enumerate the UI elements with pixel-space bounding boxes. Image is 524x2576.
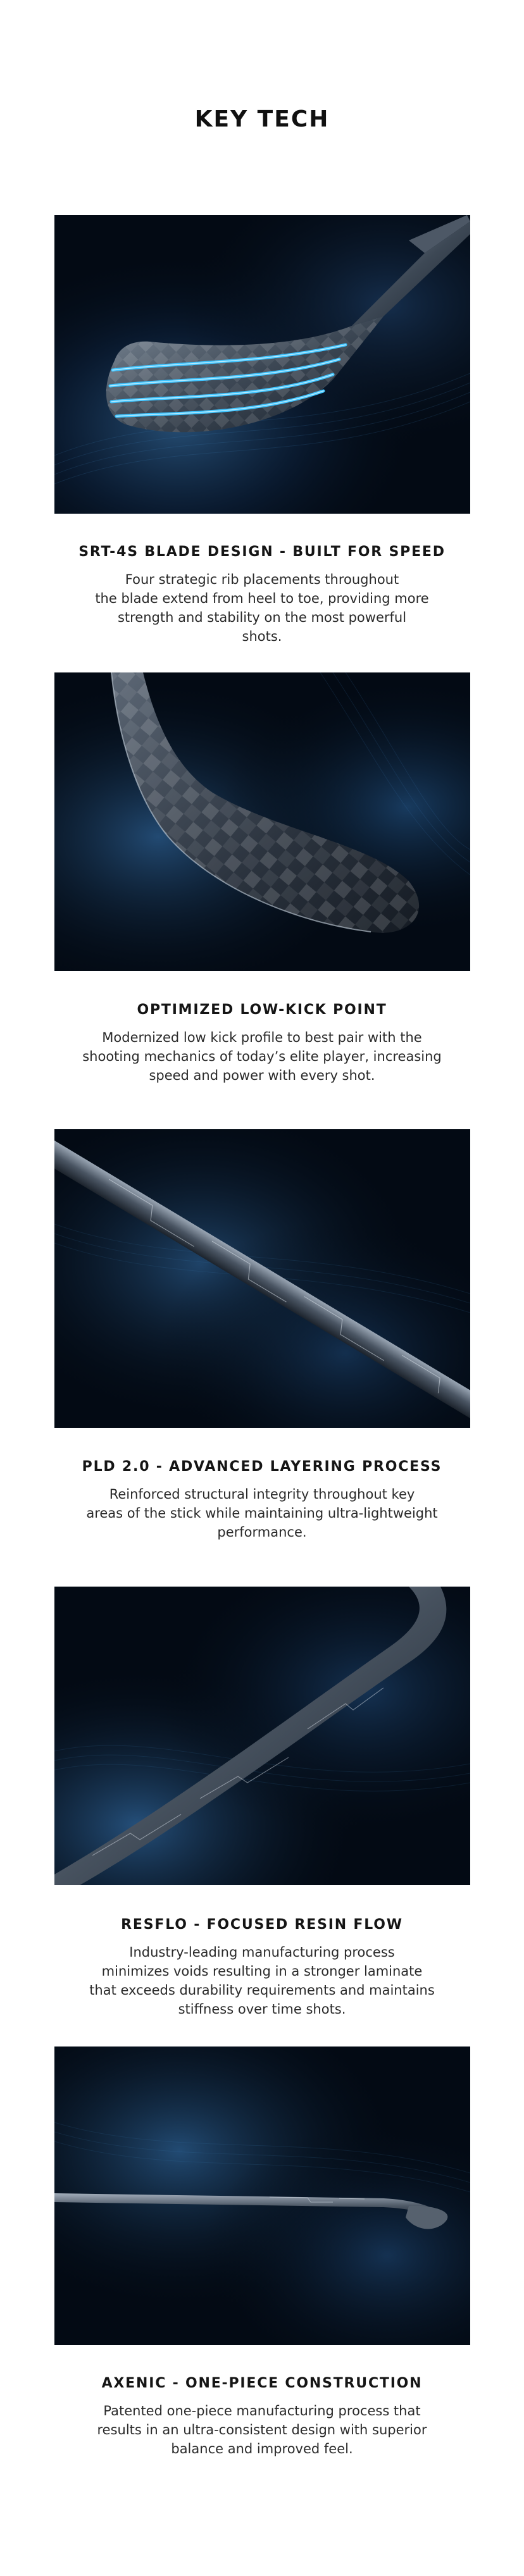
blade-curve-image	[54, 672, 470, 971]
feature-description	[72, 2401, 452, 2458]
feature-description-line: stiffness over time shots.	[178, 2002, 346, 2017]
feature-heading: SRT-4S BLADE DESIGN - BUILT FOR SPEED	[78, 544, 446, 560]
feature-description-line: Industry-leading manufacturing process	[129, 1945, 395, 1960]
feature-description-line: shooting mechanics of today’s elite player, increasing	[82, 1049, 442, 1064]
shaft-diagonal-image	[54, 1129, 470, 1428]
feature-description-line: speed and power with every shot.	[149, 1068, 375, 1083]
page-title: KEY TECH	[194, 106, 330, 132]
full-stick-image	[54, 2047, 470, 2345]
feature-description-line: strength and stability on the most powerful	[117, 610, 407, 625]
feature-description	[72, 570, 452, 646]
shaft-hosel-image	[54, 1587, 470, 1885]
feature-description-line: performance.	[217, 1525, 307, 1540]
feature-description	[72, 1028, 452, 1085]
feature-description	[72, 1485, 452, 1542]
feature-image-axenic	[54, 2047, 470, 2345]
feature-description-line: that exceeds durability requirements and maintains	[89, 1983, 435, 1998]
feature-description-line: areas of the stick while maintaining ultra-lightweight	[86, 1506, 438, 1521]
feature-heading: PLD 2.0 - ADVANCED LAYERING PROCESS	[82, 1459, 442, 1475]
feature-image-pld	[54, 1129, 470, 1428]
feature-description-line: Four strategic rib placements throughout	[125, 572, 399, 587]
feature-description-line: shots.	[242, 629, 282, 644]
feature-image-blade-design	[54, 215, 470, 514]
feature-heading: AXENIC - ONE-PIECE CONSTRUCTION	[101, 2375, 423, 2391]
feature-description-line: Reinforced structural integrity throughout key	[109, 1487, 415, 1502]
feature-description	[72, 1943, 452, 2019]
feature-heading: OPTIMIZED LOW-KICK POINT	[137, 1002, 387, 1018]
blade-ribs-image	[54, 215, 470, 514]
feature-image-resflo	[54, 1587, 470, 1885]
feature-image-low-kick	[54, 672, 470, 971]
feature-description-line: results in an ultra-consistent design with superior	[97, 2422, 427, 2437]
feature-description-line: the blade extend from heel to toe, providing more	[95, 591, 429, 606]
feature-description-line: minimizes voids resulting in a stronger laminate	[101, 1964, 423, 1979]
feature-heading: RESFLO - FOCUSED RESIN FLOW	[121, 1917, 403, 1933]
feature-description-line: balance and improved feel.	[171, 2441, 353, 2456]
feature-description-line: Modernized low kick profile to best pair with the	[102, 1030, 422, 1045]
feature-description-line: Patented one-piece manufacturing process that	[103, 2403, 421, 2418]
